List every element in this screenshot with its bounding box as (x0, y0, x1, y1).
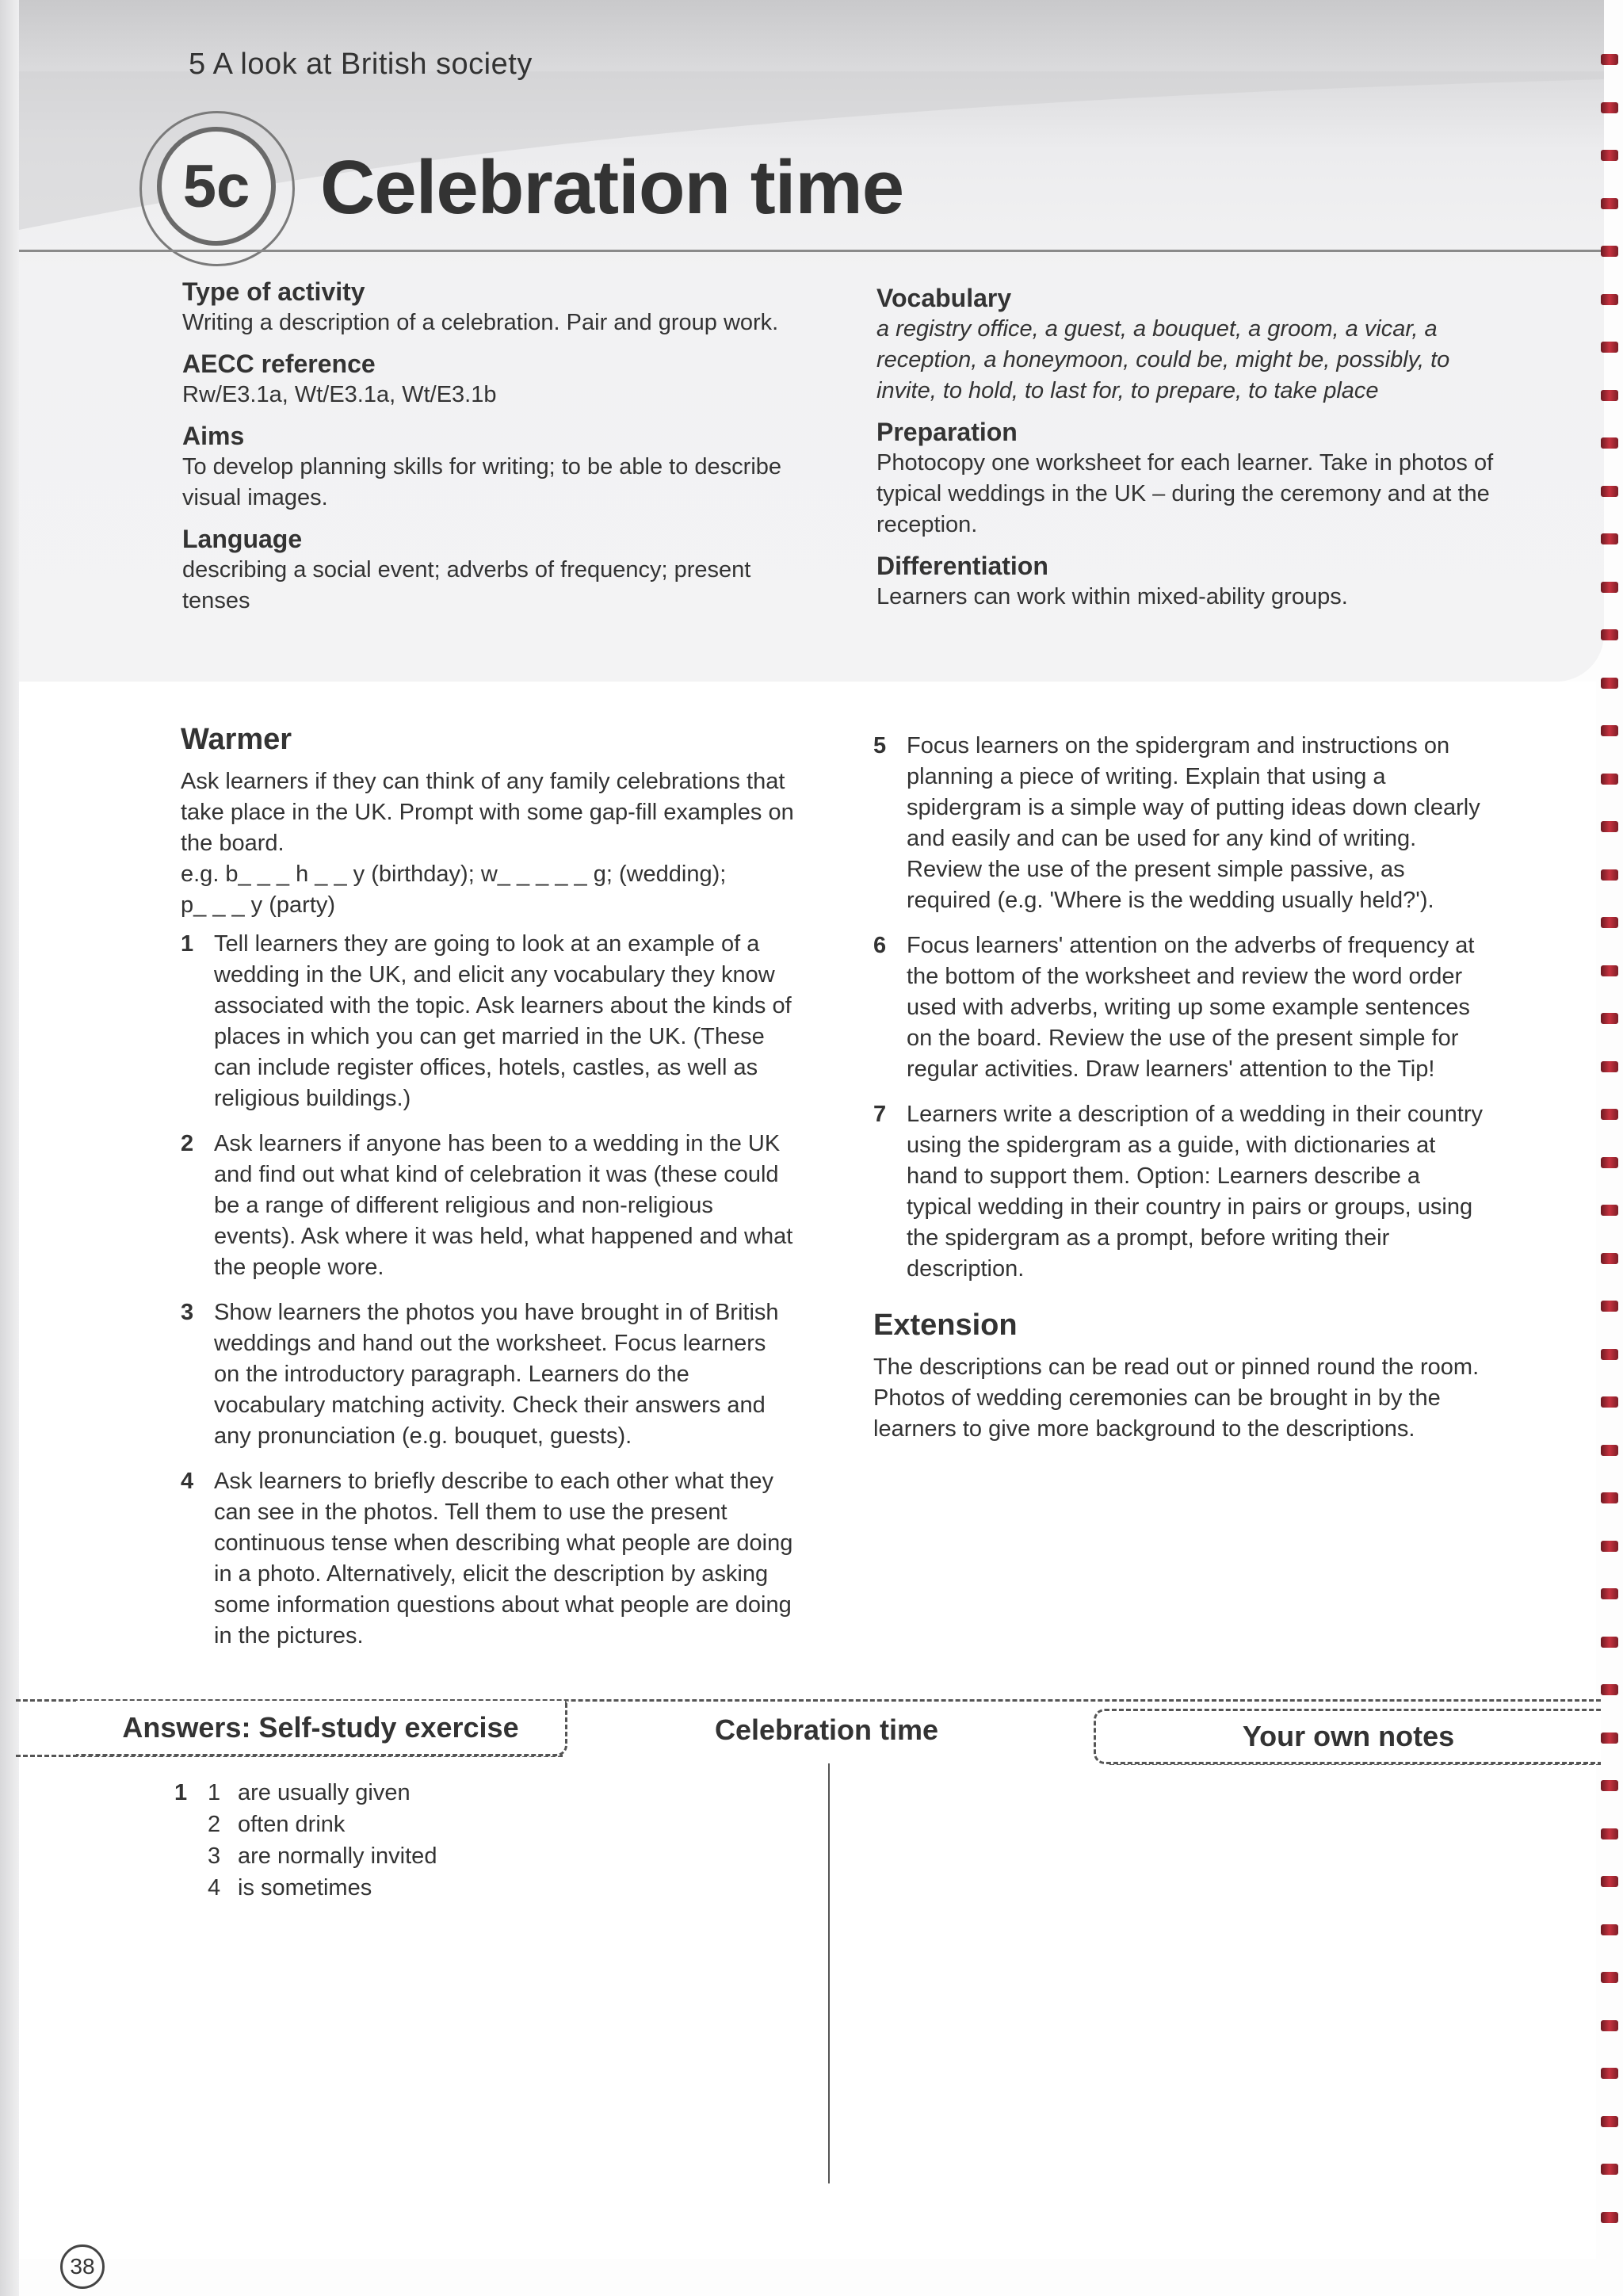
step-text: Ask learners to briefly describe to each other what they can see in the photos. Tell them to use the present continuous tense when describing what people are doing in a photo. Alternatively, elicit the description by asking some information questions about what people are doing in the pictures. (214, 1469, 793, 1648)
spiral-ring (1601, 1013, 1618, 1024)
page-left-edge (0, 0, 19, 2296)
step-text: Focus learners on the spidergram and instructions on planning a piece of writing. Explain that using a spidergram is a simple way of putting ideas down clearly and easily and can be used for any kind of writing. Review the use of the present simple passive, as required (e.g. 'Where is the wedding usually held?'). (907, 733, 1480, 913)
spiral-ring (1601, 1157, 1618, 1168)
lesson-badge (157, 127, 276, 246)
answers-tab-label: Answers: Self-study exercise (122, 1710, 519, 1744)
chapter-label: 5 A look at British society (189, 48, 533, 81)
spiral-ring (1601, 1924, 1618, 1935)
step-number: 1 (181, 931, 194, 957)
spiral-ring (1601, 917, 1618, 928)
spiral-ring (1601, 1445, 1618, 1456)
step-number: 2 (181, 1131, 194, 1156)
spiral-ring (1601, 1828, 1618, 1839)
page-number (60, 2244, 105, 2289)
page-number-text: 38 (70, 2254, 95, 2279)
spiral-ring (1601, 102, 1618, 113)
list-item (181, 929, 795, 1114)
notes-tab (1094, 1709, 1601, 1764)
spiral-ring (1601, 1396, 1618, 1408)
info-heading: Aims (182, 422, 245, 450)
info-text: Learners can work within mixed-ability groups. (876, 584, 1348, 609)
info-text: Photocopy one worksheet for each learner. Take in photos of typical weddings in the UK – during the ceremony and at the reception. (876, 450, 1494, 537)
warmer-example: e.g. b_ _ _ h _ _ y (birthday); w_ _ _ _ _ g; (wedding); (181, 861, 727, 887)
spiral-ring (1601, 1588, 1618, 1599)
answer-text: is sometimes (238, 1875, 372, 1901)
list-item (181, 1466, 795, 1652)
notes-tab-label: Your own notes (1242, 1720, 1455, 1752)
answer-text: are usually given (238, 1780, 411, 1805)
info-left (182, 276, 792, 626)
procedure-column (873, 731, 1491, 1445)
spiral-ring (1601, 725, 1618, 736)
spiral-ring (1601, 246, 1618, 257)
spiral-ring (1601, 1541, 1618, 1552)
spiral-ring (1601, 1972, 1618, 1983)
step-number: 3 (181, 1300, 194, 1325)
info-heading: AECC reference (182, 350, 376, 378)
step-number: 6 (873, 933, 887, 958)
spiral-ring (1601, 678, 1618, 689)
spiral-ring (1601, 1637, 1618, 1648)
spiral-ring (1601, 965, 1618, 976)
answer-number: 3 (208, 1843, 221, 1869)
vocabulary-text: a registry office, a guest, a bouquet, a groom, a vicar, a reception, a honeymoon, could be, might be, possibly, to invite, to hold, to last for, to prepare, to take place (876, 316, 1450, 403)
list-item (174, 1872, 437, 1904)
procedure-steps (873, 731, 1491, 1285)
spiral-ring (1601, 390, 1618, 401)
spiral-ring (1601, 1301, 1618, 1312)
spiral-ring (1601, 150, 1618, 161)
spiral-ring (1601, 1349, 1618, 1360)
answers-list (174, 1777, 437, 1904)
info-heading: Vocabulary (876, 284, 1012, 312)
step-text: Learners write a description of a wedding in their country using the spidergram as a guide, with dictionaries at hand to support them. Option: Learners describe a typical wedding in their country in pairs or groups, using the spidergram as a prompt, before writing their description. (907, 1102, 1483, 1282)
spiral-ring (1601, 1780, 1618, 1791)
info-text: describing a social event; adverbs of frequency; present tenses (182, 557, 751, 613)
spiral-ring (1601, 1061, 1618, 1072)
warmer-steps (181, 929, 795, 1652)
spiral-ring (1601, 1492, 1618, 1503)
list-item (174, 1840, 437, 1872)
warmer-heading: Warmer (181, 723, 292, 756)
spiral-ring (1601, 198, 1618, 209)
step-number: 4 (181, 1469, 194, 1494)
list-item (873, 731, 1491, 916)
warmer-example: p_ _ _ y (party) (181, 892, 336, 918)
step-number: 5 (873, 733, 887, 758)
list-item (873, 930, 1491, 1085)
answer-number: 1 (208, 1780, 221, 1805)
spiral-ring (1601, 294, 1618, 305)
spiral-ring (1601, 1876, 1618, 1887)
spiral-ring (1601, 629, 1618, 640)
question-number: 1 (174, 1780, 188, 1805)
spiral-ring (1601, 821, 1618, 832)
list-item (174, 1777, 437, 1809)
spiral-ring (1601, 533, 1618, 544)
spiral-ring (1601, 2020, 1618, 2031)
middle-tab-label: Celebration time (715, 1713, 939, 1746)
answer-text: often drink (238, 1812, 346, 1837)
answer-text: are normally invited (238, 1843, 437, 1869)
spiral-ring (1601, 2164, 1618, 2175)
spiral-ring (1601, 2068, 1618, 2079)
spiral-ring (1601, 54, 1618, 65)
warmer-column (181, 723, 795, 1666)
extension-heading: Extension (873, 1308, 1018, 1342)
spiral-binding (1596, 48, 1623, 2267)
list-item (181, 1297, 795, 1452)
spiral-ring (1601, 342, 1618, 353)
list-item (181, 1129, 795, 1283)
spiral-ring (1601, 1684, 1618, 1695)
answer-number: 2 (208, 1812, 221, 1837)
step-text: Ask learners if anyone has been to a wedding in the UK and find out what kind of celebration it was (these could be a range of different religious and non-religious events). Ask where it was held, what happened and what the people wore. (214, 1131, 793, 1280)
step-text: Show learners the photos you have brought in of British weddings and hand out the worksheet. Focus learners on the introductory paragraph. Learners do the vocabulary matching activity. Check their answers and any pronunciation (e.g. bouquet, guests). (214, 1300, 779, 1449)
title-rule (19, 250, 1612, 252)
spiral-ring (1601, 869, 1618, 881)
spiral-ring (1601, 1253, 1618, 1264)
info-heading: Preparation (876, 418, 1018, 446)
info-heading: Differentiation (876, 552, 1048, 580)
info-heading: Language (182, 525, 303, 553)
step-text: Focus learners' attention on the adverbs of frequency at the bottom of the worksheet and review the word order used with adverbs, writing up some example sentences on the board. Review the use of the present simple for regular activities. Draw learners' attention to the Tip! (907, 933, 1475, 1082)
info-heading: Type of activity (182, 277, 365, 306)
spiral-ring (1601, 1205, 1618, 1216)
info-text: Writing a description of a celebration. Pair and group work. (182, 310, 779, 335)
step-number: 7 (873, 1102, 887, 1127)
info-text: To develop planning skills for writing; to be able to describe visual images. (182, 454, 782, 510)
extension-text: The descriptions can be read out or pinned round the room. Photos of wedding ceremonies can be brought in by the learners to give more background to the descriptions. (873, 1354, 1480, 1442)
spiral-ring (1601, 437, 1618, 449)
spiral-ring (1601, 1733, 1618, 1744)
info-right (876, 282, 1495, 622)
spiral-ring (1601, 2116, 1618, 2127)
step-text: Tell learners they are going to look at an example of a wedding in the UK, and elicit any vocabulary they know associated with the topic. Ask learners about the kinds of places in which you can get married in the UK. (These can include register offices, hotels, castles, as well as religious buildings.) (214, 931, 792, 1111)
warmer-intro: Ask learners if they can think of any family celebrations that take place in the UK. Prompt with some gap-fill examples on the board. (181, 769, 794, 856)
spiral-ring (1601, 1109, 1618, 1120)
spiral-ring (1601, 2212, 1618, 2223)
lesson-title: Celebration time (320, 145, 904, 230)
info-text: Rw/E3.1a, Wt/E3.1a, Wt/E3.1b (182, 382, 497, 407)
footer-column-divider (828, 1763, 830, 2183)
spiral-ring (1601, 582, 1618, 593)
spiral-ring (1601, 486, 1618, 497)
lesson-badge-text: 5c (182, 152, 250, 220)
answers-tab (76, 1701, 567, 1756)
answer-number: 4 (208, 1875, 221, 1901)
spiral-ring (1601, 774, 1618, 785)
list-item (174, 1809, 437, 1840)
list-item (873, 1099, 1491, 1285)
